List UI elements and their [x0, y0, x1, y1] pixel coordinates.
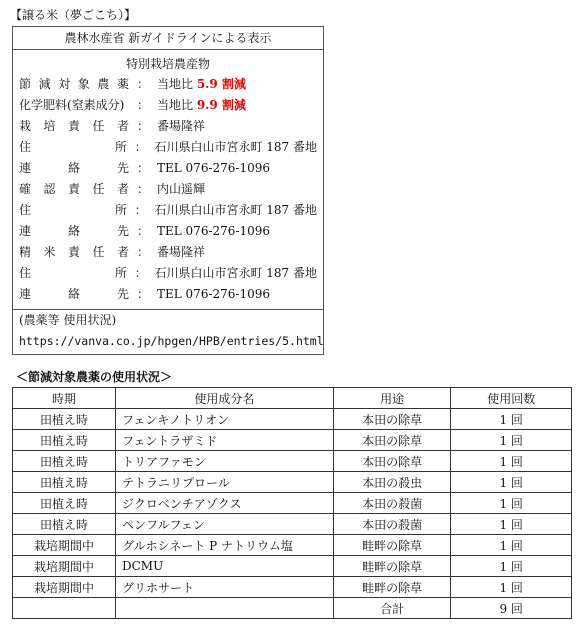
label-key-char: 連 [19, 287, 32, 301]
usage-note: (農薬等 使用状況) [19, 313, 117, 327]
label-row-colon: ： [136, 224, 149, 238]
label-key-char: 薬 [116, 77, 129, 91]
label-key-char: 対 [58, 77, 71, 91]
label-key-char: 責 [67, 245, 80, 259]
cell-count: 1 回 [451, 556, 572, 577]
label-row-colon: ： [136, 182, 149, 196]
total-empty-2 [116, 598, 334, 619]
page-header: 【譲る米（夢ごこち）】 [10, 8, 137, 22]
label-key-char: 確 [19, 182, 32, 196]
label-row-colon: ： [136, 161, 149, 175]
label-row [19, 95, 317, 116]
cell-purpose: 本田の殺虫 [333, 472, 451, 493]
label-key-char: 先 [116, 161, 129, 175]
label-row [19, 263, 317, 284]
label-key-char: 住 [19, 203, 32, 217]
cell-purpose: 畦畔の除草 [333, 535, 451, 556]
label-key-char: 所 [114, 140, 127, 154]
label-row-key [19, 200, 127, 221]
table-row [13, 535, 572, 556]
label-row [19, 137, 317, 158]
label-key-char: 任 [92, 182, 105, 196]
table-body [13, 409, 572, 598]
label-key-char: 先 [116, 224, 129, 238]
label-row-value [157, 95, 317, 116]
cell-component: ジクロベンチアゾクス [116, 493, 334, 514]
cell-period: 田植え時 [13, 430, 116, 451]
label-row-colon: ： [136, 287, 149, 301]
usage-url[interactable]: https://vanva.co.jp/hpgen/HPB/entries/5.html [19, 334, 324, 348]
total-value: 9 回 [451, 598, 572, 619]
cell-period: 栽培期間中 [13, 577, 116, 598]
total-empty-1 [13, 598, 116, 619]
cell-period: 栽培期間中 [13, 535, 116, 556]
cell-count: 1 回 [451, 493, 572, 514]
label-row-colon: ： [134, 266, 147, 280]
usage-section-title: ＜節減対象農薬の使用状況＞ [16, 370, 173, 384]
cell-count: 1 回 [451, 451, 572, 472]
label-key-char: 精 [19, 245, 32, 259]
label-key-char: 減 [38, 77, 51, 91]
header-purpose: 用途 [333, 388, 451, 409]
label-row-key [19, 158, 129, 179]
label-key-char: 絡 [67, 287, 80, 301]
label-key-char: 者 [116, 245, 129, 259]
table-total-row [13, 598, 572, 619]
cell-component: グルホシネート P ナトリウム塩 [116, 535, 334, 556]
label-row-value: TEL 076-276-1096 [157, 224, 271, 238]
label-row [19, 179, 317, 200]
label-row-colon: ： [136, 98, 149, 112]
label-rows [19, 74, 317, 305]
cell-component: グリホサート [116, 577, 334, 598]
cell-period: 田植え時 [13, 451, 116, 472]
label-row [19, 158, 317, 179]
label-row-value: TEL 076-276-1096 [157, 161, 271, 175]
label-key-char: 者 [116, 182, 129, 196]
table-header-row [13, 388, 572, 409]
cell-purpose: 本田の除草 [333, 409, 451, 430]
label-row [19, 242, 317, 263]
label-key-char: 栽 [19, 119, 32, 133]
cell-period: 田植え時 [13, 409, 116, 430]
label-key-char: 所 [114, 266, 127, 280]
label-row-key [19, 242, 129, 263]
label-row-value: 番場隆祥 [157, 245, 206, 259]
label-row-value [157, 74, 317, 95]
label-key-char: 節 [19, 77, 32, 91]
label-key-char: 米 [43, 245, 56, 259]
label-key-char: 住 [19, 140, 32, 154]
header-period: 時期 [13, 388, 116, 409]
reduction-highlight: 9.9 割減 [196, 98, 246, 112]
label-key-char: 住 [19, 266, 32, 280]
header-count: 使用回数 [451, 388, 572, 409]
label-row-value: 石川県白山市宮永町 187 番地 [154, 203, 317, 217]
label-key-char: 連 [19, 161, 32, 175]
table-row [13, 472, 572, 493]
label-row-value: 番場隆祥 [157, 119, 206, 133]
label-row-key [19, 95, 129, 116]
cell-purpose: 本田の殺菌 [333, 493, 451, 514]
table-row [13, 577, 572, 598]
label-row-colon: ： [136, 77, 149, 91]
table-row [13, 430, 572, 451]
label-row-key [19, 179, 129, 200]
table-row [13, 451, 572, 472]
pesticide-usage-table [12, 387, 572, 619]
label-row-key [19, 116, 129, 137]
cell-count: 1 回 [451, 535, 572, 556]
label-key-char: 培 [43, 119, 56, 133]
label-row-value: 石川県白山市宮永町 187 番地 [154, 266, 317, 280]
cell-component: トリアファモン [116, 451, 334, 472]
label-title: 農林水産省 新ガイドラインによる表示 [13, 27, 323, 50]
cell-component: フェンキノトリオン [116, 409, 334, 430]
label-key-char: 任 [92, 119, 105, 133]
cell-purpose: 本田の殺菌 [333, 514, 451, 535]
label-row-colon: ： [136, 119, 149, 133]
cell-period: 田植え時 [13, 514, 116, 535]
table-row [13, 409, 572, 430]
usage-note-section [13, 309, 323, 354]
label-row [19, 74, 317, 95]
cell-count: 1 回 [451, 514, 572, 535]
cell-purpose: 畦畔の除草 [333, 556, 451, 577]
label-row-colon: ： [136, 245, 149, 259]
label-row-key [19, 263, 127, 284]
label-subtitle: 特別栽培農産物 [125, 57, 210, 71]
label-key-char: 認 [43, 182, 56, 196]
label-value-prefix: 当地比 [157, 98, 197, 112]
cell-component: ペンフルフェン [116, 514, 334, 535]
label-key-char: 任 [92, 245, 105, 259]
cell-component: フェントラザミド [116, 430, 334, 451]
label-key-char: 絡 [67, 161, 80, 175]
label-key-char: 農 [97, 77, 110, 91]
cell-count: 1 回 [451, 577, 572, 598]
label-key-char: 責 [67, 119, 80, 133]
label-row-value: 内山遥輝 [157, 182, 206, 196]
label-key-char: 絡 [67, 224, 80, 238]
label-row-key [19, 74, 129, 95]
label-row [19, 116, 317, 137]
label-row-value: TEL 076-276-1096 [157, 287, 271, 301]
label-key-char: 化学肥料(窒素成分) [19, 98, 125, 112]
label-row-value: 石川県白山市宮永町 187 番地 [154, 140, 317, 154]
cell-component: テトラニリプロール [116, 472, 334, 493]
label-row-colon: ： [134, 203, 147, 217]
table-row [13, 556, 572, 577]
label-key-char: 先 [116, 287, 129, 301]
label-body [13, 50, 323, 307]
total-label: 合計 [333, 598, 451, 619]
label-key-char: 象 [77, 77, 90, 91]
cell-purpose: 本田の除草 [333, 430, 451, 451]
cell-period: 田植え時 [13, 472, 116, 493]
label-row [19, 221, 317, 242]
label-row-colon: ： [134, 140, 147, 154]
product-label [12, 26, 324, 355]
table-row [13, 514, 572, 535]
label-value-prefix: 当地比 [157, 77, 197, 91]
label-row-key [19, 221, 129, 242]
cell-period: 田植え時 [13, 493, 116, 514]
cell-component: DCMU [116, 556, 334, 577]
label-key-char: 責 [67, 182, 80, 196]
cell-period: 栽培期間中 [13, 556, 116, 577]
cell-count: 1 回 [451, 472, 572, 493]
label-row-key [19, 284, 129, 305]
label-row [19, 200, 317, 221]
label-key-char: 者 [116, 119, 129, 133]
cell-purpose: 畦畔の除草 [333, 577, 451, 598]
header-component: 使用成分名 [116, 388, 334, 409]
label-row [19, 284, 317, 305]
label-row-key [19, 137, 127, 158]
label-key-char: 所 [114, 203, 127, 217]
cell-count: 1 回 [451, 430, 572, 451]
cell-count: 1 回 [451, 409, 572, 430]
table-row [13, 493, 572, 514]
reduction-highlight: 5.9 割減 [196, 77, 246, 91]
label-key-char: 連 [19, 224, 32, 238]
cell-purpose: 本田の除草 [333, 451, 451, 472]
